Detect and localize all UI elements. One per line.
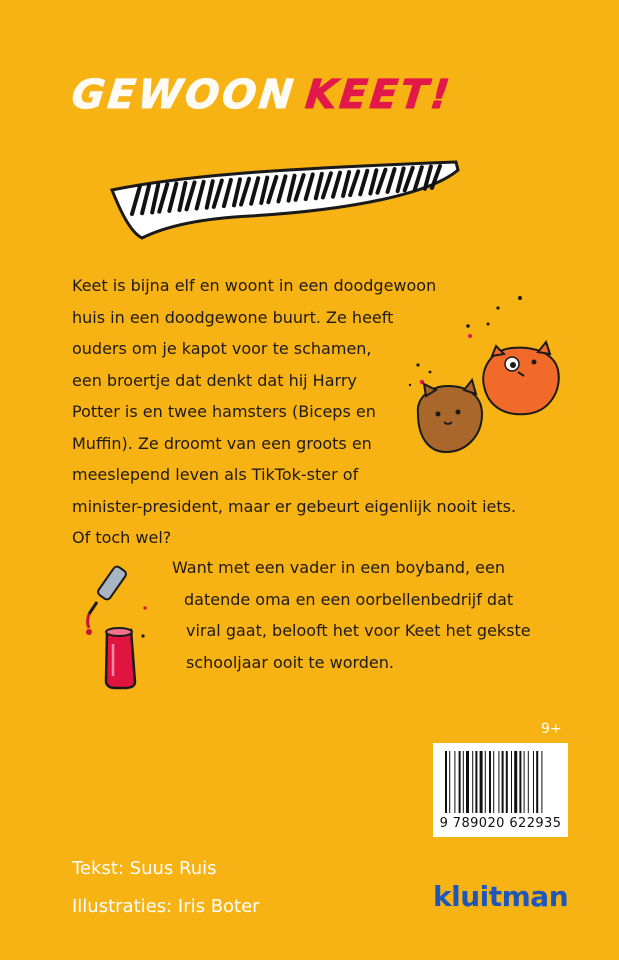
barcode-bar xyxy=(445,751,447,813)
blurb-line: een broertje dat denkt dat hij Harry xyxy=(72,370,357,390)
barcode-bar xyxy=(475,751,477,813)
barcode-bar xyxy=(498,751,499,813)
age-rating: 9+ xyxy=(541,721,562,737)
blurb-line: Of toch wel? xyxy=(72,528,172,547)
piano-keyboard-illustration xyxy=(100,150,470,250)
barcode-bar xyxy=(541,751,542,813)
blurb-paragraph-2 xyxy=(172,552,552,682)
blurb-line: Potter is en twee hamsters (Biceps en xyxy=(72,402,376,421)
barcode xyxy=(433,743,568,837)
blurb-line: schooljaar ooit te worden. xyxy=(186,652,394,672)
barcode-bar xyxy=(485,751,486,813)
barcode-bar xyxy=(493,751,494,813)
nail-polish-illustration xyxy=(75,560,155,690)
blurb-line: Want met een vader in een boyband, een xyxy=(172,558,505,577)
publisher-logo: kluitman xyxy=(433,880,569,913)
credit-illustrator: Illustraties: Iris Boter xyxy=(72,896,260,917)
barcode-bar xyxy=(472,751,473,813)
barcode-bar xyxy=(519,751,521,813)
blurb-line: huis in een doodgewone buurt. Ze heeft xyxy=(72,307,394,327)
barcode-bar xyxy=(454,751,455,813)
barcode-bar xyxy=(506,751,508,813)
blurb-line: viral gaat, belooft het voor Keet het gekste xyxy=(186,621,531,640)
blurb-line: datende oma en een oorbellenbedrijf dat xyxy=(184,589,514,609)
barcode-bar xyxy=(528,751,529,813)
barcode-bar xyxy=(524,751,525,813)
barcode-bar xyxy=(533,751,534,813)
blurb-line: Keet is bijna elf en woont in een doodgewoon xyxy=(72,276,437,295)
barcode-bar xyxy=(449,751,450,813)
barcode-bar xyxy=(502,751,504,813)
blurb-line: meeslepend leven als TikTok-ster of xyxy=(72,465,359,484)
book-title xyxy=(70,72,455,118)
barcode-bar xyxy=(514,751,517,813)
barcode-bar xyxy=(463,751,464,813)
blurb-line: minister-president, maar er gebeurt eigenlijk nooit iets. xyxy=(72,496,517,516)
hamsters-illustration xyxy=(400,290,575,470)
blurb-line: ouders om je kapot voor te schamen, xyxy=(72,339,372,358)
barcode-bar xyxy=(489,751,491,813)
barcode-bar xyxy=(511,751,512,813)
title-word-keet: KEET! xyxy=(303,72,455,118)
isbn-number: 9 789020 622935 xyxy=(439,816,562,831)
barcode-bar xyxy=(459,751,461,813)
barcode-bar xyxy=(536,751,538,813)
credit-author: Tekst: Suus Ruis xyxy=(72,858,217,879)
barcode-bar xyxy=(466,751,469,813)
title-word-gewoon: GEWOON xyxy=(69,72,299,118)
barcode-bar xyxy=(480,751,483,813)
blurb-line: Muffin). Ze droomt van een groots en xyxy=(72,433,372,453)
